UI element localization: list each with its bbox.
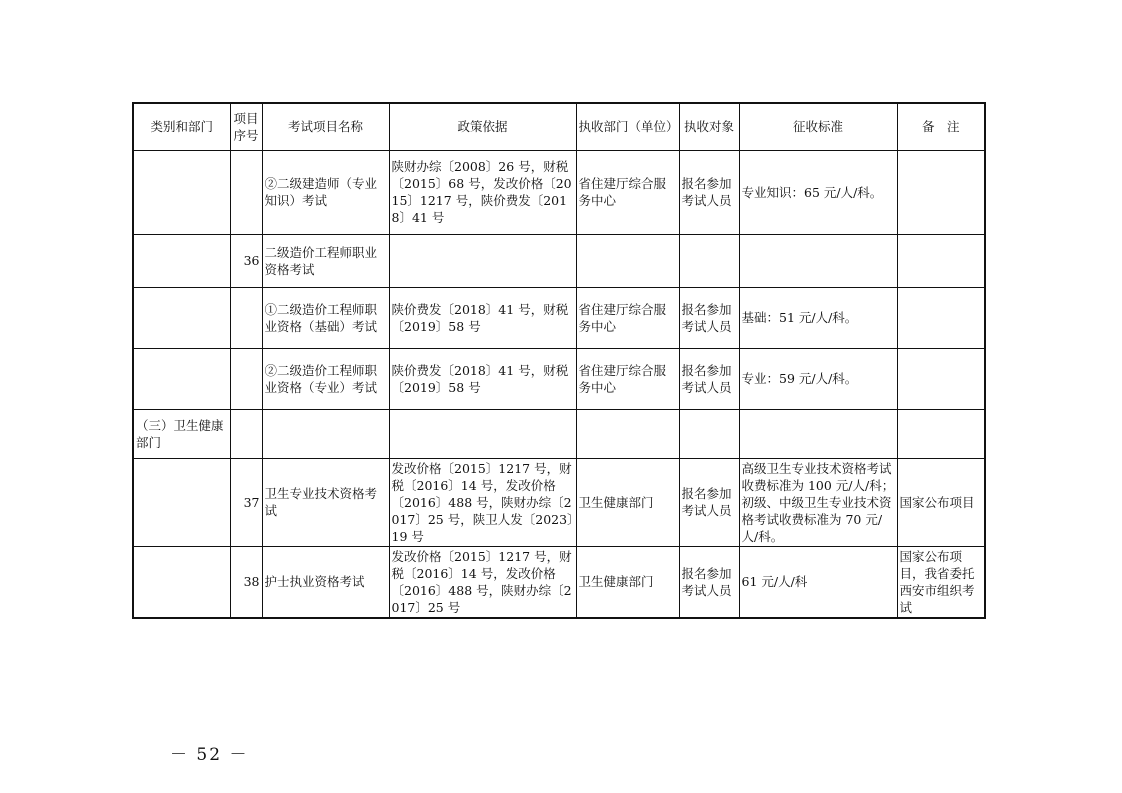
table-row	[133, 287, 985, 348]
header-name: 考试项目名称	[262, 103, 389, 150]
cell-target: 报名参加考试人员	[679, 546, 739, 618]
cell-category: （三）卫生健康部门	[133, 409, 230, 458]
cell-dept: 卫生健康部门	[576, 458, 679, 546]
cell-category	[133, 287, 230, 348]
cell-policy: 陕价费发〔2018〕41 号，财税〔2019〕58 号	[389, 287, 576, 348]
cell-category	[133, 234, 230, 287]
cell-name: ②二级造价工程师职业资格（专业）考试	[262, 348, 389, 409]
cell-policy: 陕财办综〔2008〕26 号，财税〔2015〕68 号，发改价格〔2015〕1217 号，陕价费发〔2018〕41 号	[389, 150, 576, 234]
cell-standard: 高级卫生专业技术资格考试收费标准为 100 元/人/科；初级、中级卫生专业技术资格考试收费标准为 70 元/人/科。	[739, 458, 897, 546]
cell-category	[133, 458, 230, 546]
cell-name: ①二级造价工程师职业资格（基础）考试	[262, 287, 389, 348]
table-row	[133, 234, 985, 287]
cell-standard: 61 元/人/科	[739, 546, 897, 618]
cell-dept: 省住建厅综合服务中心	[576, 150, 679, 234]
cell-target: 报名参加考试人员	[679, 458, 739, 546]
cell-name: 二级造价工程师职业资格考试	[262, 234, 389, 287]
cell-policy	[389, 409, 576, 458]
page-number: － 52 －	[170, 745, 249, 765]
cell-dept	[576, 234, 679, 287]
cell-category	[133, 546, 230, 618]
cell-target: 报名参加考试人员	[679, 348, 739, 409]
header-no: 项目序号	[230, 103, 262, 150]
table-row	[133, 150, 985, 234]
cell-standard	[739, 234, 897, 287]
table-row	[133, 546, 985, 618]
cell-policy	[389, 234, 576, 287]
table-row	[133, 409, 985, 458]
cell-name: ②二级建造师（专业知识）考试	[262, 150, 389, 234]
cell-standard: 基础：51 元/人/科。	[739, 287, 897, 348]
cell-note	[897, 234, 985, 287]
cell-standard	[739, 409, 897, 458]
cell-target	[679, 234, 739, 287]
cell-target: 报名参加考试人员	[679, 150, 739, 234]
table-row	[133, 348, 985, 409]
cell-policy: 发改价格〔2015〕1217 号，财税〔2016〕14 号，发改价格〔2016〕488 号，陕财办综〔2017〕25 号，陕卫人发〔2023〕19 号	[389, 458, 576, 546]
cell-no	[230, 150, 262, 234]
cell-no: 37	[230, 458, 262, 546]
cell-no	[230, 348, 262, 409]
cell-name: 卫生专业技术资格考试	[262, 458, 389, 546]
cell-note	[897, 150, 985, 234]
cell-note: 国家公布项目，我省委托西安市组织考试	[897, 546, 985, 618]
cell-dept: 省住建厅综合服务中心	[576, 287, 679, 348]
cell-standard: 专业：59 元/人/科。	[739, 348, 897, 409]
header-policy: 政策依据	[389, 103, 576, 150]
cell-category	[133, 150, 230, 234]
fee-table	[132, 102, 986, 619]
header-target: 执收对象	[679, 103, 739, 150]
cell-policy: 陕价费发〔2018〕41 号，财税〔2019〕58 号	[389, 348, 576, 409]
header-category: 类别和部门	[133, 103, 230, 150]
cell-note	[897, 409, 985, 458]
cell-standard: 专业知识：65 元/人/科。	[739, 150, 897, 234]
cell-no: 38	[230, 546, 262, 618]
cell-note: 国家公布项目	[897, 458, 985, 546]
cell-dept	[576, 409, 679, 458]
cell-policy: 发改价格〔2015〕1217 号，财税〔2016〕14 号，发改价格〔2016〕488 号，陕财办综〔2017〕25 号	[389, 546, 576, 618]
header-note: 备 注	[897, 103, 985, 150]
cell-name	[262, 409, 389, 458]
cell-category	[133, 348, 230, 409]
cell-note	[897, 348, 985, 409]
cell-no	[230, 287, 262, 348]
header-dept: 执收部门（单位）	[576, 103, 679, 150]
header-row	[133, 103, 985, 150]
cell-dept: 卫生健康部门	[576, 546, 679, 618]
table-row	[133, 458, 985, 546]
cell-name: 护士执业资格考试	[262, 546, 389, 618]
header-standard: 征收标准	[739, 103, 897, 150]
cell-no: 36	[230, 234, 262, 287]
cell-target	[679, 409, 739, 458]
cell-no	[230, 409, 262, 458]
cell-dept: 省住建厅综合服务中心	[576, 348, 679, 409]
cell-note	[897, 287, 985, 348]
cell-target: 报名参加考试人员	[679, 287, 739, 348]
